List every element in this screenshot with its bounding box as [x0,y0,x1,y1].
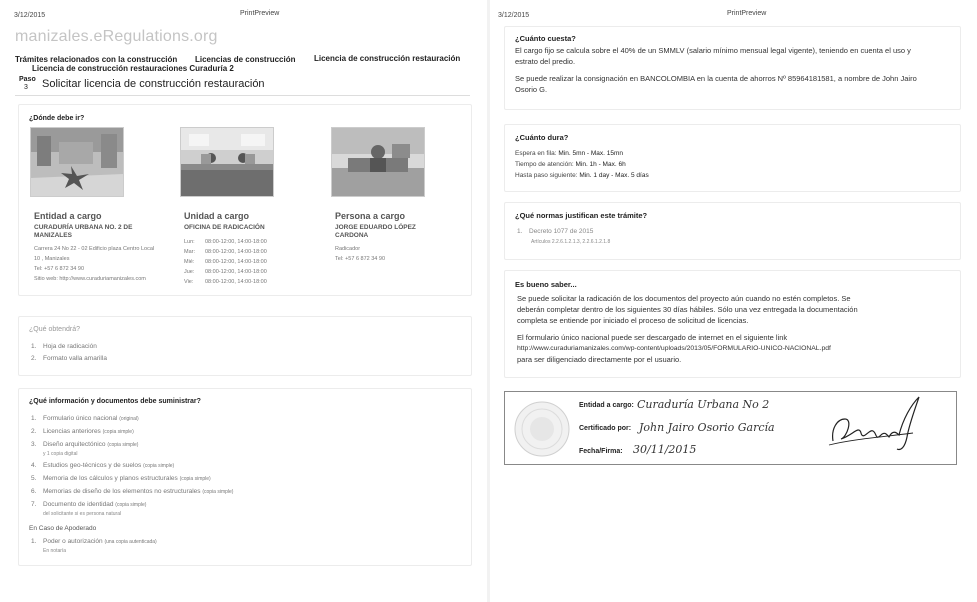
duration-card [504,124,961,192]
person-heading: Persona a cargo [335,211,406,221]
list-item: 1. Decreto 1077 de 2015 [517,228,594,235]
documents-card [18,388,472,566]
schedule-time: 08:00-12:00, 14:00-18:00 [205,259,267,265]
cost-card [504,26,961,110]
entity-address-2: 10 , Manizales [34,256,70,262]
unit-photo [180,127,274,197]
cost-text: Osorio G. [515,85,548,94]
entity-photo [30,127,124,197]
person-role: Radicador [335,246,361,252]
duration-row: Tiempo de atención: Min. 1h - Max. 6h [515,161,626,168]
cost-text: estrato del predio. [515,57,576,66]
print-preview-label: PrintPreview [727,10,767,17]
good-to-know-text: deberán completar dentro de los siguientes 30 días hábiles. Sólo una vez entregada la documentación [517,305,858,314]
list-item: 4. Estudios geo-técnicos y de suelos (copia simple) [31,462,175,469]
schedule-day: Mar: [184,249,195,255]
schedule-time: 08:00-12:00, 14:00-18:00 [205,269,267,275]
list-item-sub: Artículos 2.2.6.1.2.1.3, 2.2.6.1.2.1.8 [531,239,611,245]
left-page [0,0,488,602]
cost-title: ¿Cuánto cuesta? [515,34,576,43]
certified-by-handwritten: John Jairo Osorio García [639,421,775,434]
schedule-day: Jue: [184,269,195,275]
obtain-card [18,316,472,376]
unit-heading: Unidad a cargo [184,211,250,221]
schedule-time: 08:00-12:00, 14:00-18:00 [205,249,267,255]
cost-text: Se puede realizar la consignación en BANCOLOMBIA en la cuenta de ahorros Nº 85964181581, a nombre de John Jairo [515,74,917,83]
print-preview-label: PrintPreview [240,10,280,17]
entity-website[interactable]: Sitio web: http://www.curaduriamanizales.com [34,276,146,282]
list-item-sub: y 1 copia digital [43,451,78,457]
entity-address-1: Carrera 24 No 22 - 02 Edificio plaza Centro Local [34,246,155,252]
good-to-know-title: Es bueno saber... [515,280,577,289]
person-name: JORGE EDUARDO LÓPEZ CARDONA [335,224,416,239]
right-page [490,0,977,602]
step-title: Solicitar licencia de construcción restauración [42,78,265,90]
list-item-sub: En notaría [43,548,67,554]
proxy-title: En Caso de Apoderado [29,525,97,532]
entity-label: Entidad a cargo: [579,402,634,409]
where-title: ¿Dónde debe ir? [29,115,85,122]
list-item: 7. Documento de identidad (copia simple) [31,501,147,508]
print-date: 3/12/2015 [498,12,530,19]
schedule-day: Mié: [184,259,195,265]
schedule-day: Vie: [184,279,194,285]
date-handwritten: 30/11/2015 [633,443,697,456]
list-item: 2. Formato valla amarilla [31,355,107,362]
step-number: 3 [24,84,28,91]
list-item: 1. Poder o autorización (una copia autenticada) [31,538,157,545]
step-label: Paso [19,76,36,83]
good-to-know-text: Se puede solicitar la radicación de los documentos del proyecto aún cuando no estén completos. Se [517,294,851,303]
certified-by-label: Certificado por: [579,425,632,432]
unit-name: OFICINA DE RADICACIÓN [184,224,265,231]
documents-title: ¿Qué información y documentos debe suministrar? [29,398,201,405]
list-item: 2. Licencias anteriores (copia simple) [31,428,134,435]
list-item: 3. Diseño arquitectónico (copia simple) [31,441,139,448]
list-item: 6. Memorias de diseño de los elementos no estructurales (copia simple) [31,488,234,495]
divider [15,95,470,96]
site-logo[interactable]: manizales.eRegulations.org [15,28,218,45]
related-link-construction[interactable]: Trámites relacionados con la construcción [15,55,178,64]
obtain-title: ¿Qué obtendrá? [29,326,80,333]
person-phone: Tel: +57 6 872 34 90 [335,256,385,262]
norms-card [504,202,961,260]
list-item-sub: del solicitante si es persona natural [43,511,122,517]
entity-heading: Entidad a cargo [34,211,102,221]
good-to-know-text: para ser diligenciado directamente por el usuario. [517,355,682,364]
good-to-know-text: completa se entiende por iniciado el proceso de solicitud de licencias. [517,316,749,325]
signature-icon [823,389,933,459]
entity-phone: Tel: +57 6 872 34 90 [34,266,84,272]
duration-row: Espera en fila: Min. 5mn - Max. 15mn [515,150,624,157]
schedule-day: Lun: [184,239,195,245]
form-link[interactable]: http://www.curaduriamanizales.com/wp-content/uploads/2013/05/FORMULARIO-UNICO-NACIONAL.pdf [517,345,831,352]
entity-name: CURADURÍA URBANA NO. 2 DE MANIZALES [34,224,133,239]
duration-title: ¿Cuánto dura? [515,133,569,142]
schedule-time: 08:00-12:00, 14:00-18:00 [205,279,267,285]
list-item: 1. Hoja de radicación [31,343,97,350]
where-card [18,104,472,296]
related-link-restoration[interactable]: Licencia de construcción restauración [314,54,461,63]
related-link-licenses[interactable]: Licencias de construcción [195,55,296,64]
list-item: 1. Formulario único nacional (original) [31,415,139,422]
schedule-time: 08:00-12:00, 14:00-18:00 [205,239,267,245]
person-photo [331,127,425,197]
good-to-know-text: El formulario único nacional puede ser descargado de internet en el siguiente link [517,333,788,342]
related-link-curaduria[interactable]: Licencia de construcción restauraciones Curaduría 2 [32,64,234,73]
good-to-know-card [504,270,961,378]
certification-box [504,391,957,465]
date-signature-label: Fecha/Firma: [579,448,623,455]
list-item: 5. Memoria de los cálculos y planos estructurales (copia simple) [31,475,211,482]
seal-icon [513,400,571,458]
cost-text: El cargo fijo se calcula sobre el 40% de un SMMLV (salario mínimo mensual legal vigente), teniendo en cuenta el uso y [515,46,911,55]
norms-title: ¿Qué normas justifican este trámite? [515,211,648,220]
duration-row: Hasta paso siguiente: Min. 1 day - Max. 5 días [515,172,649,179]
entity-handwritten: Curaduría Urbana No 2 [637,398,770,411]
print-date: 3/12/2015 [14,12,46,19]
